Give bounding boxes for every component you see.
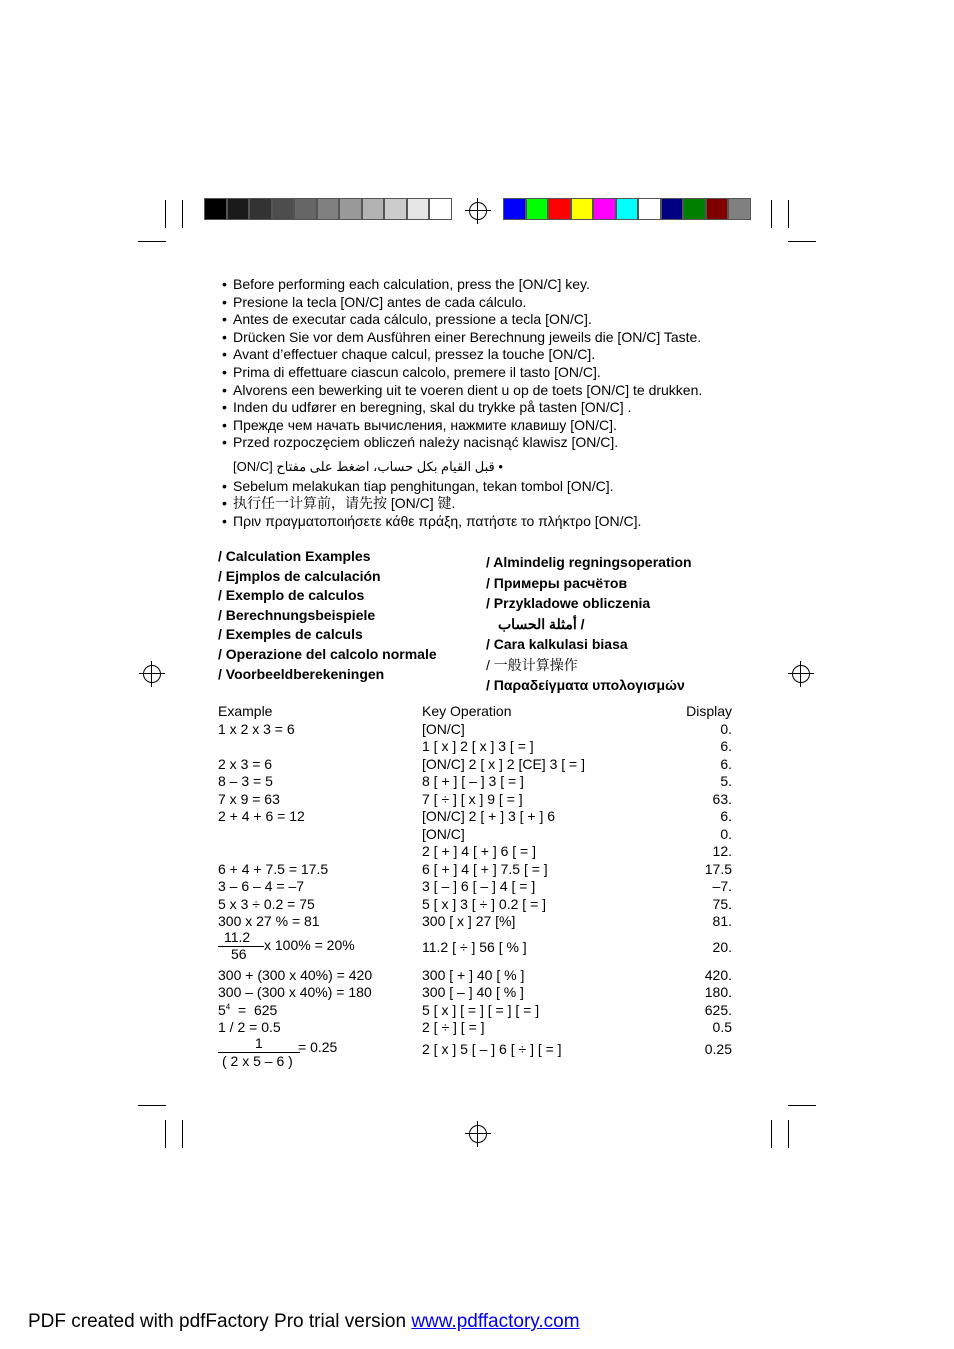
registration-mark-top <box>465 198 491 224</box>
numerator: 11.2 <box>224 928 251 945</box>
heading: / 一般计算操作 <box>486 656 578 673</box>
key-operation: 5 [ x ] 3 [ ÷ ] 0.2 [ = ] <box>422 895 547 912</box>
table-row <box>218 738 732 756</box>
header-example: Example <box>218 703 273 719</box>
key-operation: 2 [ ÷ ] [ = ] <box>422 1019 485 1035</box>
key-operation: [ON/C] 2 [ x ] 2 [CE] 3 [ = ] <box>422 755 585 772</box>
color-swatch <box>616 198 639 220</box>
heading: / Cara kalkulasi biasa <box>486 636 628 652</box>
table-header <box>218 703 732 721</box>
registration-mark-left <box>139 661 165 687</box>
heading: / Ejmplos de calculación <box>218 567 381 584</box>
key-operation: 5 [ x ] [ = ] [ = ] [ = ] <box>422 1001 540 1018</box>
instruction-item: • 执行任一计算前，请先按 [ON/C] 键. <box>222 495 702 513</box>
display-value: 0. <box>720 720 732 737</box>
header-key-operation: Key Operation <box>422 703 512 719</box>
fraction-suffix: = 0.25 <box>298 1038 338 1055</box>
color-swatch <box>294 198 317 220</box>
color-swatch <box>272 198 295 220</box>
power-base: 5 <box>218 1001 226 1018</box>
display-value: 420. <box>704 966 732 983</box>
pdf-footer <box>28 1311 580 1333</box>
example: 1 x 2 x 3 = 6 <box>218 720 295 737</box>
key-operation: 2 [ x ] 5 [ – ] 6 [ ÷ ] [ = ] <box>422 1040 562 1057</box>
display-value: 180. <box>704 984 732 1000</box>
heading: / Примеры расчётов <box>486 574 628 591</box>
table-row <box>218 896 732 914</box>
headings-right <box>486 552 692 696</box>
registration-mark-right <box>788 661 814 687</box>
table-row <box>218 791 732 809</box>
color-swatch <box>317 198 340 220</box>
heading: / Berechnungsbeispiele <box>218 606 376 623</box>
table-row <box>218 756 732 774</box>
display-value: 0.25 <box>704 1040 732 1057</box>
header-display: Display <box>686 703 732 719</box>
heading: أمثلة الحساب / <box>498 615 585 632</box>
example: 1 / 2 = 0.5 <box>218 1019 281 1035</box>
table-row <box>218 773 732 791</box>
example <box>218 1002 277 1018</box>
heading: / Exemplo de calculos <box>218 587 365 604</box>
power-exponent: 4 <box>225 1001 231 1011</box>
table-row <box>218 861 732 879</box>
table-row <box>218 967 732 985</box>
example: 5 x 3 ÷ 0.2 = 75 <box>218 895 315 912</box>
instruction-item: • Antes de executar cada cálculo, pressione a tecla [ON/C]. <box>222 311 702 329</box>
heading: / Παραδείγματα υπολογισμών <box>486 677 685 693</box>
display-value: 625. <box>704 1001 732 1018</box>
calculation-examples-table <box>218 703 732 1073</box>
example: 6 + 4 + 7.5 = 17.5 <box>218 860 329 877</box>
display-value: 75. <box>712 895 732 912</box>
color-swatch <box>638 198 661 220</box>
key-operation: 2 [ + ] 4 [ + ] 6 [ = ] <box>422 843 537 859</box>
table-row <box>218 928 732 967</box>
instruction-list <box>222 276 702 530</box>
table-row <box>218 826 732 844</box>
key-operation: 7 [ ÷ ] [ x ] 9 [ = ] <box>422 790 523 807</box>
key-operation: 8 [ + ] [ – ] 3 [ = ] <box>422 773 524 789</box>
heading: / Przykladowe obliczenia <box>486 595 651 611</box>
display-value: 81. <box>712 913 732 929</box>
color-swatch <box>384 198 407 220</box>
display-value: 6. <box>720 738 732 754</box>
key-operation: 300 [ x ] 27 [%] <box>422 913 516 929</box>
instruction-item: • Alvorens een bewerking uit te voeren dient u op de toets [ON/C] te drukken. <box>222 382 702 400</box>
key-operation: 1 [ x ] 2 [ x ] 3 [ = ] <box>422 738 534 754</box>
example: 3 – 6 – 4 = –7 <box>218 878 305 894</box>
color-swatch <box>661 198 684 220</box>
table-row <box>218 808 732 826</box>
heading: / Voorbeeldberekeningen <box>218 665 385 682</box>
key-operation: 300 [ + ] 40 [ % ] <box>422 966 525 983</box>
instruction-item: • Before performing each calculation, press the [ON/C] key. <box>222 276 702 294</box>
table-row <box>218 843 732 861</box>
display-value: 20. <box>712 938 732 955</box>
key-operation: 11.2 [ ÷ ] 56 [ % ] <box>422 938 527 955</box>
instruction-item: • Prima di effettuare ciascun calcolo, premere il tasto [ON/C]. <box>222 364 702 382</box>
instruction-item: • Avant d’effectuer chaque calcul, pressez la touche [ON/C]. <box>222 346 702 364</box>
heading: / Calculation Examples <box>218 548 371 564</box>
color-swatch <box>526 198 549 220</box>
color-swatch <box>407 198 430 220</box>
color-swatch <box>683 198 706 220</box>
table-row <box>218 1019 732 1037</box>
display-value: –7. <box>712 878 732 894</box>
key-operation: [ON/C] 2 [ + ] 3 [ + ] 6 <box>422 808 556 824</box>
color-swatch <box>362 198 385 220</box>
example: 7 x 9 = 63 <box>218 790 280 807</box>
display-value: 63. <box>712 790 732 807</box>
key-operation: [ON/C] <box>422 825 465 842</box>
table-row <box>218 1034 732 1073</box>
color-swatch <box>503 198 526 220</box>
instruction-item: • Inden du udfører en beregning, skal du trykke på tasten [ON/C] . <box>222 399 702 417</box>
key-operation: [ON/C] <box>422 720 465 737</box>
color-swatch <box>429 198 452 220</box>
color-swatch <box>571 198 594 220</box>
fraction-suffix: x 100% = 20% <box>264 936 355 953</box>
color-swatch <box>249 198 272 220</box>
color-swatch <box>593 198 616 220</box>
color-swatch <box>227 198 250 220</box>
example: 300 + (300 x 40%) = 420 <box>218 966 373 983</box>
table-row <box>218 984 732 1002</box>
example: 2 + 4 + 6 = 12 <box>218 808 305 824</box>
color-swatch <box>204 198 227 220</box>
example: 300 x 27 % = 81 <box>218 913 320 929</box>
heading: / Operazione del calcolo normale <box>218 645 437 662</box>
color-swatch <box>548 198 571 220</box>
color-swatch <box>728 198 751 220</box>
example: 8 – 3 = 5 <box>218 773 273 789</box>
display-value: 5. <box>720 773 732 789</box>
denominator: ( 2 x 5 – 6 ) <box>222 1052 293 1069</box>
heading: / Exemples de calculs <box>218 626 363 643</box>
headings-left <box>218 547 437 684</box>
denominator: 56 <box>231 945 247 962</box>
table-row <box>218 721 732 739</box>
numerator: 1 <box>255 1034 263 1051</box>
instruction-item: • Sebelum melakukan tiap penghitungan, tekan tombol [ON/C]. <box>222 478 702 496</box>
heading: / Almindelig regningsoperation <box>486 554 692 570</box>
registration-mark-bottom <box>465 1121 491 1147</box>
example: 300 – (300 x 40%) = 180 <box>218 984 372 1000</box>
instruction-item: • Drücken Sie vor dem Ausführen einer Berechnung jeweils die [ON/C] Taste. <box>222 329 702 347</box>
key-operation: 6 [ + ] 4 [ + ] 7.5 [ = ] <box>422 860 548 877</box>
instruction-item: • Πριν πραγματοποιήσετε κάθε πράξη, πατήστε το πλήκτρο [ON/C]. <box>222 513 702 531</box>
table-row <box>218 878 732 896</box>
table-row <box>218 1002 732 1020</box>
table-row <box>218 913 732 931</box>
key-operation: 3 [ – ] 6 [ – ] 4 [ = ] <box>422 878 536 894</box>
instruction-item: • Przed rozpoczęciem obliczeń należy nacisnąć klawisz [ON/C]. <box>222 434 702 452</box>
display-value: 0.5 <box>712 1019 732 1035</box>
display-value: 6. <box>720 755 732 772</box>
display-value: 0. <box>720 825 732 842</box>
instruction-item: • Прежде чем начать вычисления, нажмите клавишу [ON/C]. <box>222 417 702 435</box>
display-value: 17.5 <box>704 860 732 877</box>
color-swatch <box>706 198 729 220</box>
footer-link[interactable]: www.pdffactory.com <box>411 1311 580 1332</box>
instruction-item-arabic: [ON/C] قبل القيام بكل حساب، اضغط على مفتاح • <box>233 458 503 474</box>
key-operation: 300 [ – ] 40 [ % ] <box>422 984 524 1000</box>
footer-text: PDF created with pdfFactory Pro trial version <box>28 1311 412 1332</box>
display-value: 6. <box>720 808 732 824</box>
instruction-item: • Presione la tecla [ON/C] antes de cada cálculo. <box>222 294 702 312</box>
power-result: = 625 <box>230 1001 278 1018</box>
display-value: 12. <box>712 843 732 859</box>
example: 2 x 3 = 6 <box>218 755 273 772</box>
color-swatch <box>339 198 362 220</box>
